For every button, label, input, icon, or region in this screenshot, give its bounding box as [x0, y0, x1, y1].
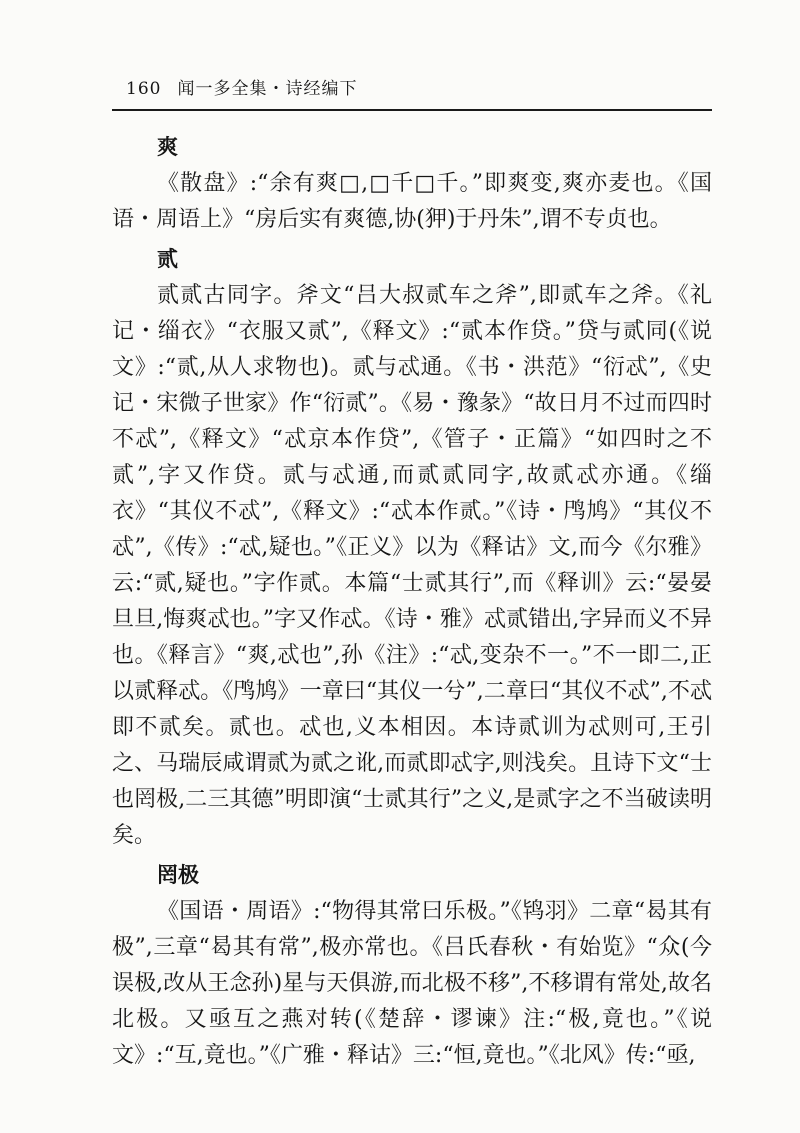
entry-paragraph: 《散盘》:“余有爽□,□千□千。”即爽变,爽亦麦也。《国语・周语上》“房后实有爽德,协(狎)于丹朱”,谓不专贞也。 — [112, 171, 712, 232]
header-rule — [112, 109, 712, 111]
running-title: 闻一多全集・诗经编下 — [177, 79, 358, 99]
page-body — [112, 128, 712, 1076]
entry-heading: 罔极 — [157, 862, 199, 887]
running-header — [112, 74, 712, 104]
entry-heading: 贰 — [157, 246, 178, 271]
entry-paragraph: 贰贰古同字。斧文“吕大叔贰车之斧”,即贰车之斧。《礼记・缁衣》“衣服又贰”,《释文》:“贰本作贷。”贷与贰同(《说文》:“贰,从人求物也)。贰与忒通。《书・洪范》“衍忒”,《史记・宋微子世家》作“衍贰”。《易・豫彖》“故日月不过而四时不忒”,《释文》“忒京本作贷”,《管子・正篇》“如四时之不贰”,字又作贷。贰与忒通,而贰贰同字,故贰忒亦通。《缁衣》“其仪不忒”,《释文》:“忒本作贰。”《诗・鸤鸠》“其仪不忒”,《传》:“忒,疑也。”《正义》以为《释诂》文,而今《尔雅》云:“贰,疑也。”字作贰。本篇“士贰其行”,而《释训》云:“晏晏旦旦,悔爽忒也。”字又作忒。《诗・雅》忒贰错出,字异而义不异也。《释言》“爽,忒也”,孙《注》:“忒,变杂不一。”不一即二,正以贰释忒。《鸤鸠》一章曰“其仪一兮”,二章曰“其仪不忒”,不忒即不贰矣。贰也。忒也,义本相因。本诗贰训为忒则可,王引之、马瑞辰咸谓贰为贰之讹,而贰即忒字,则浅矣。且诗下文“士也罔极,二三其德”明即演“士贰其行”之义,是贰字之不当破读明矣。 — [112, 283, 712, 848]
page-number: 160 — [126, 79, 162, 99]
entry-heading: 爽 — [157, 134, 178, 159]
entry-paragraph: 《国语・周语》:“物得其常曰乐极。”《鸨羽》二章“曷其有极”,三章“曷其有常”,极亦常也。《吕氏春秋・有始览》“众(今误极,改从王念孙)星与天俱游,而北极不移”,不移谓有常处,故名北极。又亟互之燕对转(《楚辞・谬谏》注:“极,竟也。”《说文》:“互,竟也。”《广雅・释诂》三:“恒,竟也。”《北风》传:“亟, — [112, 899, 712, 1068]
